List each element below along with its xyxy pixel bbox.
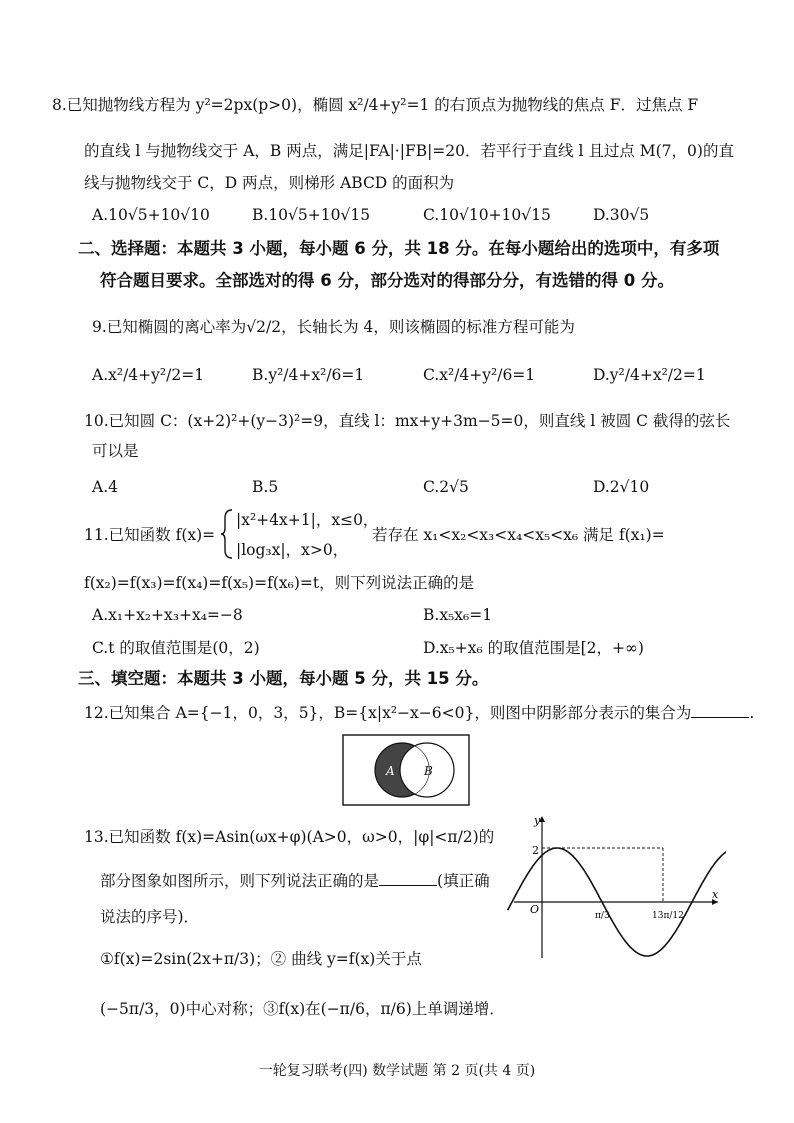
section2-heading-line1: 二、选择题：本题共 3 小题，每小题 6 分，共 18 分。在每小题给出的选项中，有多项 (78, 239, 720, 258)
q13-line2-suffix: (填正确 (437, 872, 490, 890)
sine-graph (506, 812, 726, 962)
q8-line2: 的直线 l 与抛物线交于 A，B 两点，满足|FA|·|FB|=20．若平行于直线 l 且过点 M(7，0)的直 (84, 142, 734, 160)
q12-answer-blank[interactable] (691, 703, 749, 718)
x-tick-label-2: 13π/12 (652, 911, 684, 921)
venn-label-a: A (386, 764, 395, 778)
q11-option-b: B.x₅x₆=1 (423, 606, 493, 624)
q11-line2: f(x₂)=f(x₃)=f(x₄)=f(x₅)=f(x₆)=t，则下列说法正确的是 (84, 574, 475, 592)
origin-label: O (530, 903, 540, 916)
q13-line3: 说法的序号)． (100, 908, 200, 926)
q11-case1: |x²+4x+1|，x≤0， (236, 511, 379, 529)
q12-line1: 12.已知集合 A={−1，0，3，5}，B={x|x²−x−6<0}，则图中阴影部分表示的集合为 . (84, 704, 755, 722)
q13-line2 (100, 870, 490, 892)
x-tick-label-1: π/3 (595, 911, 610, 921)
q8-line1: 8.已知抛物线方程为 y²=2px(p>0)，椭圆 x²/4+y²=1 的右顶点为抛物线的焦点 F．过焦点 F (52, 96, 699, 114)
q10-line2: 可以是 (92, 442, 139, 460)
q11-option-a: A.x₁+x₂+x₃+x₄=−8 (92, 606, 243, 624)
x-axis-label: x (712, 888, 719, 901)
q8-option-a: A.10√5+10√10 (92, 206, 210, 224)
q9-option-d: D.y²/4+x²/2=1 (593, 366, 706, 384)
section2-heading-line2: 符合题目要求。全部选对的得 6 分，部分选对的得部分分，有选错的得 0 分。 (100, 271, 674, 290)
q13-answer-blank[interactable] (379, 871, 437, 886)
section3-heading: 三、填空题：本题共 3 小题，每小题 5 分，共 15 分。 (78, 669, 489, 688)
q11-option-d: D.x₅+x₆ 的取值范围是[2，+∞) (423, 639, 644, 657)
q10-option-b: B.5 (252, 478, 279, 496)
q9-option-c: C.x²/4+y²/6=1 (423, 366, 536, 384)
q12-text: 12.已知集合 A={−1，0，3，5}，B={x|x²−x−6<0}，则图中阴影部分表示的集合为 (84, 704, 692, 722)
q11-case2: |log₃x|，x>0， (236, 541, 349, 559)
venn-label-b: B (424, 764, 433, 778)
q9-line1: 9.已知椭圆的离心率为√2/2，长轴长为 4，则该椭圆的标准方程可能为 (92, 318, 575, 336)
q13-line2-text: 部分图象如图所示，则下列说法正确的是 (100, 872, 380, 890)
q9-option-b: B.y²/4+x²/6=1 (252, 366, 365, 384)
venn-diagram (342, 734, 470, 806)
y-axis-label: y (534, 814, 541, 827)
q9-option-a: A.x²/4+y²/2=1 (92, 366, 205, 384)
y-tick-label: 2 (532, 844, 539, 857)
q10-line1: 10.已知圆 C：(x+2)²+(y−3)²=9，直线 l：mx+y+3m−5=0，则直线 l 被圆 C 截得的弦长 (84, 412, 731, 430)
q10-option-d: D.2√10 (593, 478, 650, 496)
q11-brace (220, 508, 234, 560)
q10-option-a: A.4 (92, 478, 118, 496)
q11-suffix: 若存在 x₁<x₂<x₃<x₄<x₅<x₆ 满足 f(x₁)= (372, 526, 665, 544)
q13-line1: 13.已知函数 f(x)=Asin(ωx+φ)(A>0，ω>0，|φ|<π/2)的 (84, 828, 495, 846)
q11-option-c: C.t 的取值范围是(0，2) (92, 639, 260, 657)
q11-prefix: 11.已知函数 f(x)= (84, 526, 216, 544)
q8-option-b: B.10√5+10√15 (252, 206, 371, 224)
q8-option-d: D.30√5 (593, 206, 650, 224)
q8-line3: 线与抛物线交于 C，D 两点，则梯形 ABCD 的面积为 (84, 174, 455, 192)
q8-option-c: C.10√10+10√15 (423, 206, 551, 224)
q10-option-c: C.2√5 (423, 478, 469, 496)
q13-line5: (−5π/3，0)中心对称；③f(x)在(−π/6，π/6)上单调递增． (100, 1000, 505, 1018)
q13-line4: ①f(x)=2sin(2x+π/3)；② 曲线 y=f(x)关于点 (100, 950, 422, 968)
page-footer: 一轮复习联考(四) 数学试题 第 2 页(共 4 页) (258, 1063, 536, 1079)
